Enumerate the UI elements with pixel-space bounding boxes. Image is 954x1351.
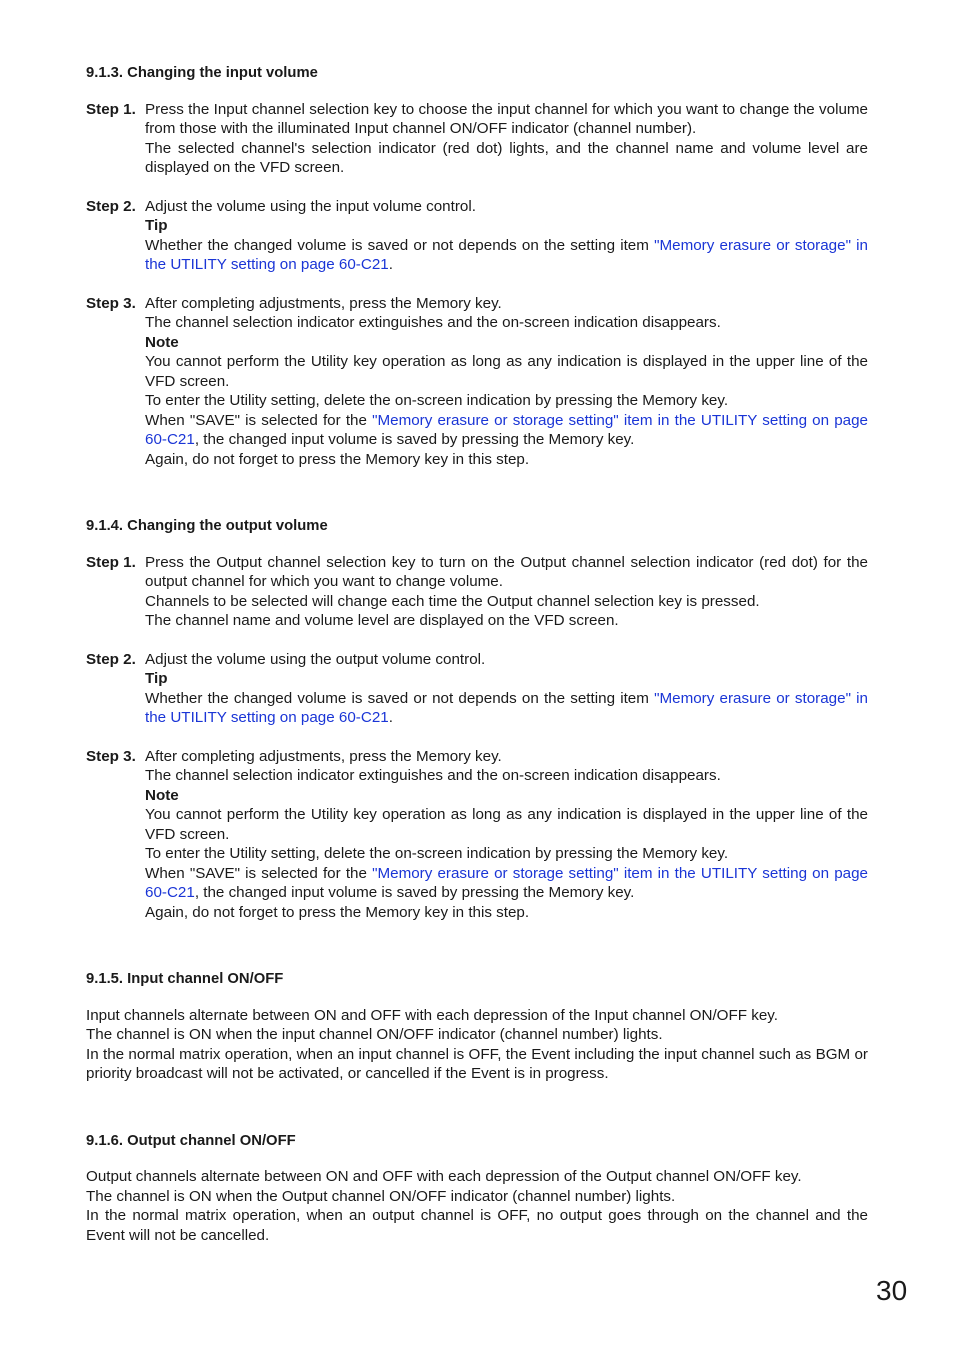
step-label: Step 1.: [86, 553, 136, 571]
step-body: [145, 747, 868, 923]
section-9-1-3: [86, 64, 868, 469]
step-1: [86, 100, 868, 178]
step-1: [86, 553, 868, 631]
body-text: Input channels alternate between ON and OFF with each depression of the Input channel ON/OFF key.: [86, 1006, 778, 1024]
cross-reference-link[interactable]: "Memory erasure or storage" in the UTILITY setting on page 60-C21: [145, 689, 868, 726]
cross-reference-link[interactable]: "Memory erasure or storage setting" item in the UTILITY setting on page 60-C21: [145, 411, 868, 448]
section-title: 9.1.3. Changing the input volume: [86, 65, 318, 81]
tip-heading: Tip: [145, 670, 168, 687]
note-heading: Note: [145, 786, 179, 804]
cross-reference-link[interactable]: "Memory erasure or storage" in the UTILITY setting on page 60-C21: [145, 236, 868, 273]
page-number: 30: [876, 1275, 908, 1306]
step-3: [86, 747, 868, 923]
step-body: [145, 100, 868, 178]
step-body: [145, 553, 868, 631]
section-9-1-5: [86, 970, 868, 1084]
note-text: Again, do not forget to press the Memory key in this step.: [145, 903, 530, 921]
body-text: In the normal matrix operation, when an output channel is OFF, no output goes through on the channel and the Event will not be cancelled.: [86, 1207, 868, 1244]
step-text: After completing adjustments, press the Memory key.: [145, 294, 502, 312]
note-text: To enter the Utility setting, delete the on-screen indication by pressing the Memory key.: [145, 392, 729, 409]
note-text-part: , the changed input volume is saved by pressing the Memory key.: [194, 884, 635, 901]
section-9-1-4: [86, 517, 868, 922]
section-title: 9.1.4. Changing the output volume: [86, 518, 328, 534]
cross-reference-link[interactable]: "Memory erasure or storage setting" item in the UTILITY setting on page 60-C21: [145, 864, 868, 901]
section-9-1-6: [86, 1132, 868, 1246]
tip-text: [145, 689, 868, 728]
body-text: The channel is ON when the Output channel ON/OFF indicator (channel number) lights.: [86, 1187, 676, 1205]
tip-text-part: Whether the changed volume is saved or not depends on the setting item: [145, 236, 655, 254]
note-text: You cannot perform the Utility key operation as long as any indication is displayed in the upper line of the VFD screen.: [145, 806, 868, 843]
step-label: Step 3.: [86, 294, 136, 312]
document-page: [86, 64, 868, 1245]
step-text: Adjust the volume using the output volume control.: [145, 650, 486, 668]
note-text-part: When "SAVE" is selected for the: [145, 411, 373, 429]
note-text: [145, 864, 868, 903]
step-text: Press the Output channel selection key to turn on the Output channel selection indicator (red dot) for the output channel for which you want to change volume.: [145, 553, 868, 590]
tip-text-part: .: [388, 709, 393, 726]
step-2: [86, 650, 868, 728]
note-text: Again, do not forget to press the Memory key in this step.: [145, 450, 530, 468]
note-text: To enter the Utility setting, delete the on-screen indication by pressing the Memory key.: [145, 845, 729, 862]
step-body: [145, 294, 868, 470]
step-text: The channel name and volume level are displayed on the VFD screen.: [145, 612, 619, 629]
step-text: The channel selection indicator extinguishes and the on-screen indication disappears.: [145, 767, 721, 784]
step-body: [145, 197, 868, 275]
step-text: Press the Input channel selection key to choose the input channel for which you want to change the volume from those with the illuminated Input channel ON/OFF indicator (channel number).: [145, 100, 868, 137]
step-label: Step 2.: [86, 650, 136, 668]
note-heading: Note: [145, 333, 179, 351]
note-text: [145, 411, 868, 450]
tip-text: [145, 236, 868, 275]
tip-heading: Tip: [145, 217, 168, 234]
step-label: Step 2.: [86, 197, 136, 215]
body-text: Output channels alternate between ON and OFF with each depression of the Output channel ON/OFF key.: [86, 1168, 802, 1185]
note-text: You cannot perform the Utility key operation as long as any indication is displayed in the upper line of the VFD screen.: [145, 353, 868, 390]
step-label: Step 1.: [86, 100, 136, 118]
section-title: 9.1.5. Input channel ON/OFF: [86, 971, 284, 987]
step-2: [86, 197, 868, 275]
step-body: [145, 650, 868, 728]
tip-text-part: Whether the changed volume is saved or not depends on the setting item: [145, 689, 655, 707]
note-text-part: When "SAVE" is selected for the: [145, 864, 373, 882]
note-text-part: , the changed input volume is saved by pressing the Memory key.: [194, 431, 635, 448]
step-text: After completing adjustments, press the Memory key.: [145, 747, 502, 765]
step-3: [86, 294, 868, 470]
step-text: Channels to be selected will change each time the Output channel selection key is pressed.: [145, 592, 760, 610]
tip-text-part: .: [388, 256, 393, 273]
section-title: 9.1.6. Output channel ON/OFF: [86, 1132, 296, 1149]
step-label: Step 3.: [86, 747, 136, 765]
body-text: The channel is ON when the input channel ON/OFF indicator (channel number) lights.: [86, 1026, 663, 1043]
step-text: The selected channel's selection indicator (red dot) lights, and the channel name and volume level are displayed on the VFD screen.: [145, 139, 868, 176]
step-text: Adjust the volume using the input volume control.: [145, 197, 476, 215]
body-text: In the normal matrix operation, when an input channel is OFF, the Event including the input channel such as BGM or priority broadcast will not be activated, or cancelled if the Event is in progress.: [86, 1045, 868, 1082]
step-text: The channel selection indicator extinguishes and the on-screen indication disappears.: [145, 314, 721, 331]
